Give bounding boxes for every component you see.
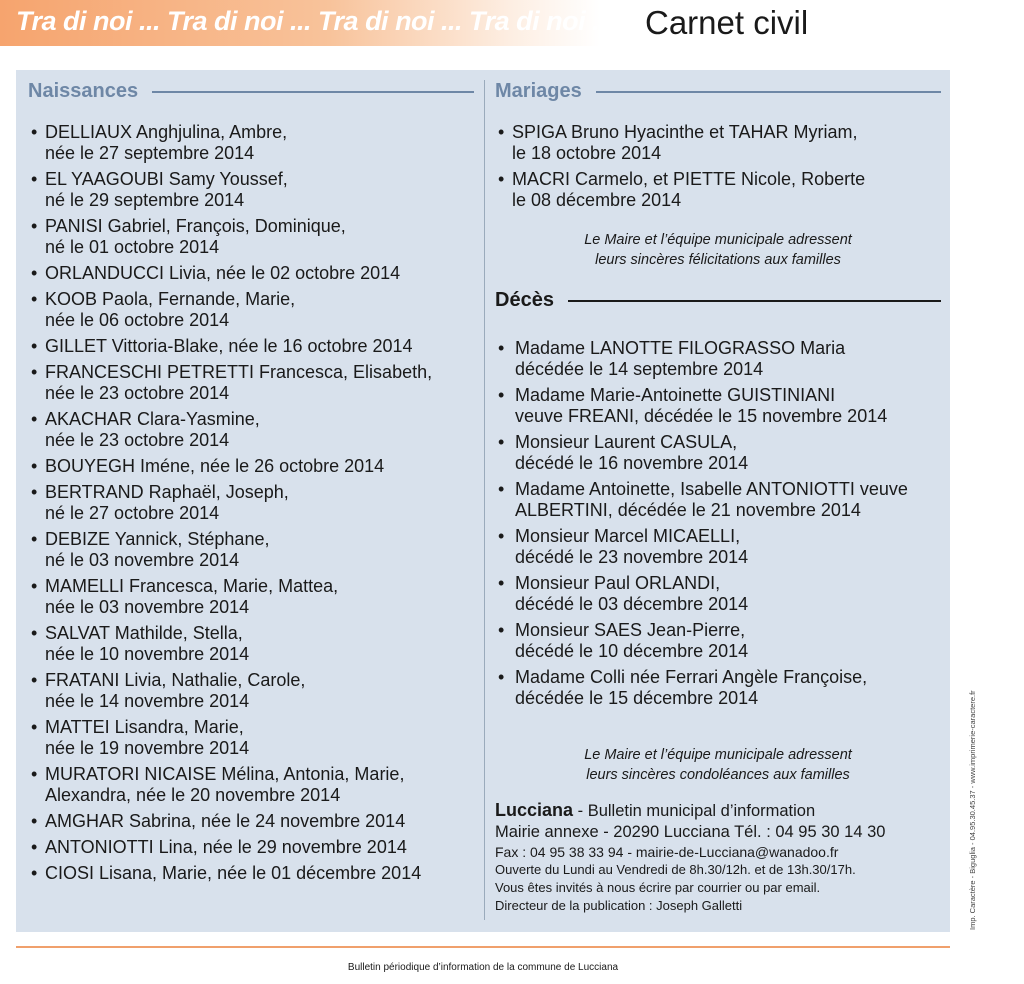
death-entry-line: veuve FREANI, décédée le 15 novembre 2014 [515,406,888,426]
birth-entry-line: BERTRAND Raphaël, Joseph, [45,482,289,502]
birth-entry [31,409,481,451]
bullet-icon: • [498,479,505,499]
birth-entry [31,362,481,404]
birth-entry-line: née le 27 septembre 2014 [45,143,255,163]
deaths-list [498,338,944,714]
marriage-entry-line: MACRI Carmelo, et PIETTE Nicole, Roberte [512,169,866,189]
death-entry-line: Monsieur Marcel MICAELLI, [515,526,741,546]
bullet-icon: • [498,667,505,687]
marriage-entry [498,169,944,211]
death-entry-line: Madame LANOTTE FILOGRASSO Maria [515,338,846,358]
banner-text: Tra di noi ... Tra di noi ... Tra di noi ... Tra di noi ... [16,6,614,36]
marriages-heading [495,80,941,103]
bullet-icon: • [31,576,38,596]
bullet-icon: • [31,362,38,382]
bullet-icon: • [31,409,38,429]
info-director: Directeur de la publication : Joseph Galletti [495,898,743,913]
birth-entry-line: PANISI Gabriel, François, Dominique, [45,216,346,236]
death-entry-line: Madame Marie-Antoinette GUISTINIANI [515,385,836,405]
birth-entry-line: ORLANDUCCI Livia, née le 02 octobre 2014 [45,263,401,283]
death-entry-line: Monsieur SAES Jean-Pierre, [515,620,746,640]
death-entry [498,573,944,615]
death-entry [498,479,944,521]
birth-entry [31,336,481,357]
death-entry-line: décédé le 10 décembre 2014 [515,641,749,661]
footer-rule [16,946,950,948]
death-entry-line: décédée le 15 décembre 2014 [515,688,759,708]
death-entry-line: décédé le 23 novembre 2014 [515,547,749,567]
birth-entry-line: CIOSI Lisana, Marie, née le 01 décembre 2014 [45,863,422,883]
birth-entry [31,764,481,806]
birth-entry-line: né le 01 octobre 2014 [45,237,220,257]
bullet-icon: • [498,122,505,142]
info-hours: Ouverte du Lundi au Vendredi de 8h.30/12h. et de 13h.30/17h. [495,862,856,877]
birth-entry-line: DEBIZE Yannick, Stéphane, [45,529,270,549]
births-rule [152,91,474,93]
birth-entry-line: Alexandra, née le 20 novembre 2014 [45,785,341,805]
birth-entry [31,670,481,712]
birth-entry-line: BOUYEGH Iméne, née le 26 octobre 2014 [45,456,385,476]
marriages-rule [596,91,941,93]
info-line-1 [495,800,945,822]
bullet-icon: • [31,216,38,236]
deaths-message [495,745,941,785]
bullet-icon: • [498,620,505,640]
marriage-entry-line: SPIGA Bruno Hyacinthe et TAHAR Myriam, [512,122,858,142]
birth-entry-line: MATTEI Lisandra, Marie, [45,717,244,737]
birth-entry [31,289,481,331]
marriages-list [498,122,944,216]
death-entry-line: décédé le 03 décembre 2014 [515,594,749,614]
marriage-entry-line: le 18 octobre 2014 [512,143,662,163]
birth-entry-line: FRATANI Livia, Nathalie, Carole, [45,670,306,690]
birth-entry-line: né le 03 novembre 2014 [45,550,240,570]
bullet-icon: • [498,169,505,189]
death-entry [498,385,944,427]
birth-entry [31,837,481,858]
birth-entry [31,576,481,618]
info-address: Mairie annexe - 20290 Lucciana Tél. : 04 95 30 14 30 [495,823,886,841]
death-entry [498,526,944,568]
birth-entry-line: DELLIAUX Anghjulina, Ambre, [45,122,288,142]
birth-entry [31,216,481,258]
marriages-message-line: Le Maire et l’équipe municipale adressent [584,232,852,248]
birth-entry [31,169,481,211]
bullet-icon: • [498,338,505,358]
birth-entry-line: KOOB Paola, Fernande, Marie, [45,289,296,309]
birth-entry [31,863,481,884]
deaths-rule [568,300,941,302]
birth-entry [31,623,481,665]
death-entry-line: décédé le 16 novembre 2014 [515,453,749,473]
birth-entry [31,122,481,164]
birth-entry-line: née le 23 octobre 2014 [45,430,230,450]
bullet-icon: • [31,122,38,142]
bullet-icon: • [31,169,38,189]
bullet-icon: • [31,717,38,737]
bullet-icon: • [31,456,38,476]
death-entry-line: Madame Antoinette, Isabelle ANTONIOTTI veuve [515,479,908,499]
page-title: Carnet civil [645,4,809,41]
death-entry [498,338,944,380]
bullet-icon: • [31,811,38,831]
info-block [495,800,945,915]
marriages-title: Mariages [495,80,582,102]
deaths-message-line: leurs sincères condoléances aux familles [586,767,850,783]
bullet-icon: • [498,432,505,452]
bullet-icon: • [31,482,38,502]
births-list [31,122,481,889]
printer-credit: Imp. Caractère - Biguglia - 04.95.30.45.37 - www.imprimerie-caractere.fr [968,690,977,930]
birth-entry-line: SALVAT Mathilde, Stella, [45,623,243,643]
bulletin-label: - Bulletin municipal d’information [573,802,816,820]
bullet-icon: • [31,263,38,283]
bullet-icon: • [498,385,505,405]
bullet-icon: • [31,670,38,690]
birth-entry-line: née le 19 novembre 2014 [45,738,250,758]
birth-entry [31,717,481,759]
death-entry-line: Monsieur Paul ORLANDI, [515,573,721,593]
birth-entry-line: née le 23 octobre 2014 [45,383,230,403]
deaths-message-line: Le Maire et l’équipe municipale adressent [584,747,852,763]
death-entry [498,432,944,474]
births-heading [28,80,474,103]
bullet-icon: • [498,573,505,593]
birth-entry-line: AKACHAR Clara-Yasmine, [45,409,260,429]
death-entry [498,667,944,709]
death-entry-line: Monsieur Laurent CASULA, [515,432,738,452]
bullet-icon: • [31,837,38,857]
bullet-icon: • [31,529,38,549]
info-fax-email: Fax : 04 95 38 33 94 - mairie-de-Lucciana@wanadoo.fr [495,844,839,860]
birth-entry-line: né le 29 septembre 2014 [45,190,245,210]
death-entry-line: Madame Colli née Ferrari Angèle Françoise, [515,667,868,687]
birth-entry-line: AMGHAR Sabrina, née le 24 novembre 2014 [45,811,406,831]
death-entry [498,620,944,662]
footer-text: Bulletin périodique d’information de la commune de Lucciana [347,962,619,973]
death-entry-line: décédée le 14 septembre 2014 [515,359,764,379]
birth-entry-line: MAMELLI Francesca, Marie, Mattea, [45,576,339,596]
bullet-icon: • [31,336,38,356]
births-title: Naissances [28,80,139,102]
marriages-message-line: leurs sincères félicitations aux familles [595,252,841,268]
bullet-icon: • [31,764,38,784]
marriage-entry [498,122,944,164]
birth-entry-line: née le 10 novembre 2014 [45,644,250,664]
marriage-entry-line: le 08 décembre 2014 [512,190,682,210]
birth-entry-line: née le 06 octobre 2014 [45,310,230,330]
birth-entry-line: EL YAAGOUBI Samy Youssef, [45,169,288,189]
brand-name: Lucciana [495,800,574,820]
birth-entry [31,529,481,571]
birth-entry-line: né le 27 octobre 2014 [45,503,220,523]
birth-entry-line: née le 14 novembre 2014 [45,691,250,711]
birth-entry-line: GILLET Vittoria-Blake, née le 16 octobre 2014 [45,336,413,356]
info-contact: Vous êtes invités à nous écrire par courrier ou par email. [495,880,821,895]
birth-entry [31,456,481,477]
death-entry-line: ALBERTINI, décédée le 21 novembre 2014 [515,500,861,520]
marriages-message [495,230,941,270]
bullet-icon: • [31,289,38,309]
column-divider [484,80,485,920]
birth-entry-line: ANTONIOTTI Lina, née le 29 novembre 2014 [45,837,407,857]
bullet-icon: • [498,526,505,546]
birth-entry-line: née le 03 novembre 2014 [45,597,250,617]
bullet-icon: • [31,863,38,883]
deaths-title: Décès [495,289,554,311]
birth-entry [31,263,481,284]
birth-entry-line: MURATORI NICAISE Mélina, Antonia, Marie, [45,764,405,784]
header-banner [0,0,614,46]
birth-entry [31,811,481,832]
bullet-icon: • [31,623,38,643]
deaths-heading [495,289,941,312]
birth-entry-line: FRANCESCHI PETRETTI Francesca, Elisabeth, [45,362,433,382]
birth-entry [31,482,481,524]
